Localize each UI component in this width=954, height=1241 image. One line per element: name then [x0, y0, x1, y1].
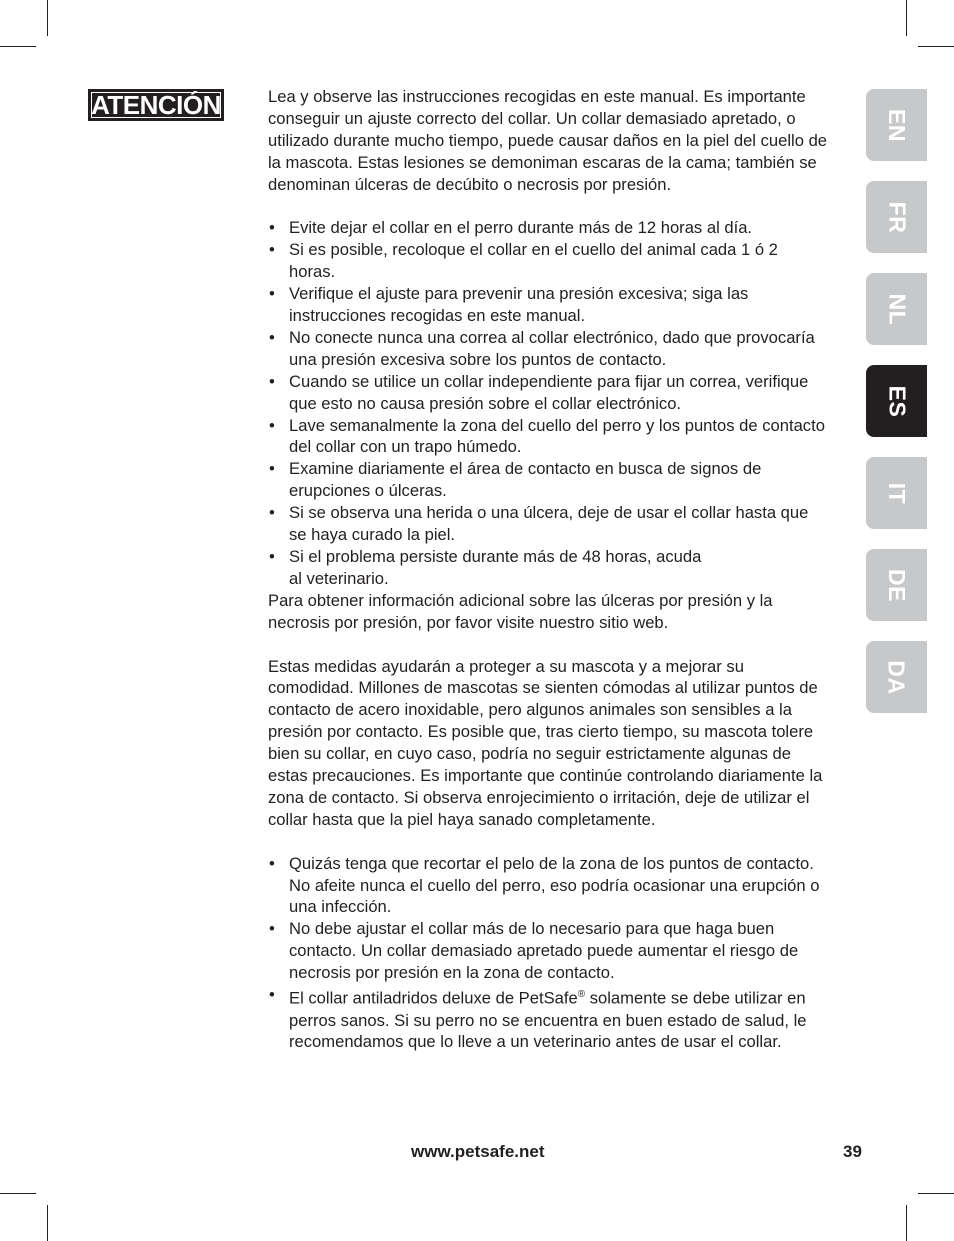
list-item-line: Si el problema persiste durante más de 48 horas, acuda [289, 547, 702, 567]
list-item [268, 546, 828, 590]
tab-language-de[interactable] [866, 549, 927, 621]
registered-mark: ® [577, 989, 586, 1001]
tab-language-es[interactable] [866, 365, 927, 437]
list-item-line: al veterinario. [289, 568, 389, 588]
warning-badge [88, 89, 224, 121]
list-item [268, 984, 828, 1053]
crop-mark [0, 1193, 36, 1194]
list-item: • No debe ajustar el collar más de lo necesario para que haga buen contacto. Un collar demasiado apretado puede aumentar el riesgo de necrosis por presión en la zona de contacto. [268, 918, 828, 984]
tab-language-nl[interactable] [866, 273, 927, 345]
tab-label: FR [883, 201, 910, 233]
warning-label: ATENCIÓN [91, 90, 221, 120]
list-item: • Examine diariamente el área de contacto en busca de signos de erupciones o úlceras. [268, 458, 828, 502]
list-item: • Si es posible, recoloque el collar en el cuello del animal cada 1 ó 2 horas. [268, 239, 828, 283]
tab-label: DE [883, 568, 910, 602]
crop-mark [47, 0, 48, 36]
web-info-paragraph: Para obtener información adicional sobre las úlceras por presión y la necrosis por presión, por favor visite nuestro sitio web. [268, 590, 773, 632]
care-list [268, 853, 828, 1054]
tab-label: ES [884, 385, 910, 417]
tab-language-da[interactable] [866, 641, 927, 713]
list-item: • Verifique el ajuste para prevenir una presión excesiva; siga las instrucciones recogidas en este manual. [268, 283, 828, 327]
tab-label: IT [883, 482, 910, 504]
intro-paragraph: Lea y observe las instrucciones recogidas en este manual. Es importante conseguir un ajuste correcto del collar. Un collar demasiado apretado, o utilizado durante mucho tiempo, puede causar daños en la piel del cuello de la mascota. Estas lesiones se demoniman escaras de la cama; también se denominan úlceras de decúbito o necrosis por presión. [268, 87, 828, 194]
tab-language-it[interactable] [866, 457, 927, 529]
tab-label: EN [883, 108, 910, 142]
crop-mark [918, 46, 954, 47]
instructions-body [268, 86, 828, 1053]
crop-mark [906, 0, 907, 36]
tab-language-en[interactable] [866, 89, 927, 161]
tab-language-fr[interactable] [866, 181, 927, 253]
list-item-text: solamente se debe utilizar en perros sanos. Si su perro no se encuentra en buen estado de salud, le recomendamos que lo lleve a un veterinario antes de usar el collar. [289, 988, 807, 1052]
crop-mark [0, 46, 36, 47]
crop-mark [918, 1193, 954, 1194]
list-item: • Si se observa una herida o una úlcera, deje de usar el collar hasta que se haya curado la piel. [268, 502, 828, 546]
list-item: • Lave semanalmente la zona del cuello del perro y los puntos de contacto del collar con un trapo húmedo. [268, 415, 828, 459]
list-item: • Quizás tenga que recortar el pelo de la zona de los puntos de contacto. No afeite nunca el cuello del perro, eso podría ocasionar una erupción o una infección. [268, 853, 828, 919]
comfort-paragraph: Estas medidas ayudarán a proteger a su mascota y a mejorar su comodidad. Millones de mascotas se sienten cómodas al utilizar puntos de contacto de acero inoxidable, pero algunos animales son sensibles a la presión por contacto. Es posible que, tras cierto tiempo, su mascota tolere bien su collar, en cuyo caso, podría no seguir estrictamente algunas de estas precauciones. Es importante que continúe controlando diariamente la zona de contacto. Si observa enrojecimiento o irritación, deje de utilizar el collar hasta que la piel haya sanado completamente. [268, 656, 823, 829]
list-item-text: El collar antiladridos deluxe de PetSafe [289, 988, 578, 1008]
tab-label: NL [883, 293, 910, 325]
footer-url[interactable]: www.petsafe.net [411, 1142, 545, 1161]
precautions-list [268, 217, 828, 589]
tab-label: DA [883, 659, 910, 695]
crop-mark [47, 1205, 48, 1241]
list-item: • No conecte nunca una correa al collar electrónico, dado que provocaría una presión excesiva sobre los puntos de contacto. [268, 327, 828, 371]
list-item: • Evite dejar el collar en el perro durante más de 12 horas al día. [268, 217, 828, 239]
page-number: 39 [843, 1142, 862, 1161]
crop-mark [906, 1205, 907, 1241]
list-item: • Cuando se utilice un collar independiente para fijar un correa, verifique que esto no causa presión sobre el collar electrónico. [268, 371, 828, 415]
